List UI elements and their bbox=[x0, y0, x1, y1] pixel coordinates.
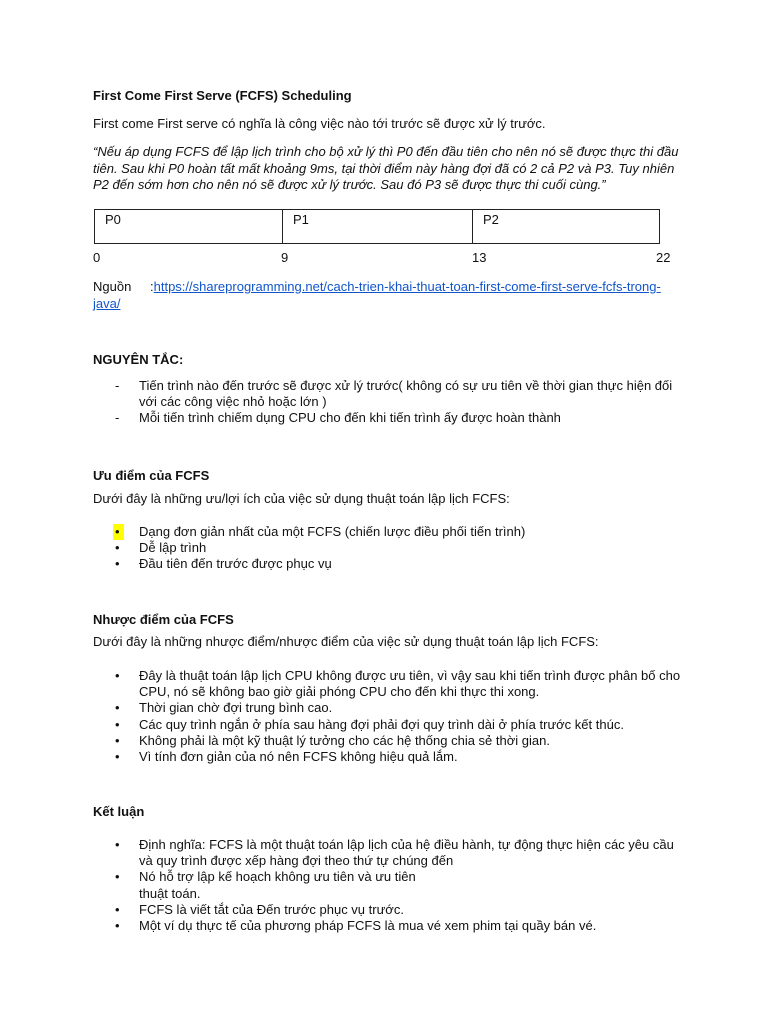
quote-line: “Nếu áp dụng FCFS để lập lịch trình cho bộ xử lý thì P0 đến đầu tiên cho nên nó sẽ được thực thi đầu bbox=[93, 144, 679, 159]
gantt-tick: 9 bbox=[281, 250, 289, 265]
list-item-line: Đây là thuật toán lập lịch CPU không được ưu tiên, vì vậy sau khi tiến trình được phân bố cho bbox=[139, 668, 681, 683]
list-item bbox=[93, 556, 693, 572]
list-item-line: Dạng đơn giản nhất của một FCFS (chiến lược điều phối tiến trình) bbox=[139, 524, 526, 539]
list-item bbox=[93, 524, 693, 540]
list-item-line: và quy trình được xếp hàng đợi theo thứ tự chúng đến bbox=[139, 853, 454, 869]
list-item-line: Đầu tiên đến trước được phục vụ bbox=[139, 556, 332, 572]
list-item-line: Một ví dụ thực tế của phương pháp FCFS là mua vé xem phim tại quầy bán vé. bbox=[139, 918, 597, 934]
disadvantages-list bbox=[93, 668, 703, 765]
quote-paragraph bbox=[93, 144, 693, 194]
source-line bbox=[93, 279, 693, 312]
principles-heading: NGUYÊN TẮC: bbox=[93, 352, 184, 367]
list-item-line: Các quy trình ngắn ở phía sau hàng đợi phải đợi quy trình dài ở phía trước kết thúc. bbox=[139, 716, 624, 732]
dash-marker: - bbox=[115, 410, 120, 426]
list-item bbox=[93, 717, 703, 733]
gantt-block-p2 bbox=[472, 209, 660, 244]
list-item-line: Nó hỗ trợ lập kế hoạch không ưu tiên và ưu tiên bbox=[139, 869, 416, 885]
gantt-tick: 13 bbox=[472, 250, 487, 265]
dash-marker: - bbox=[115, 378, 120, 393]
quote-line: tiên. Sau khi P0 hoàn tất mất khoảng 9ms, tại thời điểm này hàng đợi đã có 2 cả P2 và P3. Tuy nhiên bbox=[93, 160, 675, 176]
principles-list bbox=[93, 378, 693, 427]
bullet-marker: • bbox=[115, 700, 120, 716]
intro-paragraph: First come First serve có nghĩa là công việc nào tới trước sẽ được xử lý trước. bbox=[93, 116, 546, 131]
list-item-line: FCFS là viết tắt của Đến trước phục vụ trước. bbox=[139, 901, 404, 917]
advantages-heading: Ưu điểm của FCFS bbox=[93, 468, 210, 483]
advantages-list bbox=[93, 524, 693, 573]
bullet-marker: • bbox=[113, 524, 124, 540]
source-link[interactable]: https://shareprogramming.net/cach-trien-khai-thuat-toan-first-come-first-serve-fcfs-trong- bbox=[153, 279, 661, 294]
gantt-label: P2 bbox=[483, 212, 499, 227]
gantt-tick: 22 bbox=[656, 250, 671, 265]
gantt-label: P0 bbox=[105, 212, 121, 227]
bullet-marker: • bbox=[115, 668, 120, 683]
list-item bbox=[93, 886, 703, 902]
list-item bbox=[93, 410, 693, 426]
document-title: First Come First Serve (FCFS) Scheduling bbox=[93, 88, 352, 103]
list-item bbox=[93, 378, 693, 410]
bullet-marker: • bbox=[115, 556, 120, 572]
list-item bbox=[93, 668, 703, 700]
advantages-intro: Dưới đây là những ưu/lợi ích của việc sử dụng thuật toán lập lịch FCFS: bbox=[93, 491, 510, 506]
list-item bbox=[93, 700, 703, 716]
list-item-line: Định nghĩa: FCFS là một thuật toán lập lịch của hệ điều hành, tự động thực hiện các yêu cầu bbox=[139, 837, 674, 852]
bullet-marker: • bbox=[115, 869, 120, 885]
list-item bbox=[93, 869, 703, 885]
bullet-marker: • bbox=[115, 749, 120, 765]
bullet-marker: • bbox=[115, 716, 120, 732]
list-item bbox=[93, 749, 703, 765]
gantt-block-p1 bbox=[282, 209, 472, 244]
list-item bbox=[93, 540, 693, 556]
list-item-line: thuật toán. bbox=[139, 885, 201, 901]
list-item bbox=[93, 733, 703, 749]
disadvantages-intro: Dưới đây là những nhược điểm/nhược điểm của việc sử dụng thuật toán lập lịch FCFS: bbox=[93, 634, 599, 649]
bullet-marker: • bbox=[115, 918, 120, 934]
bullet-marker: • bbox=[115, 901, 120, 917]
gantt-tick: 0 bbox=[93, 250, 101, 265]
source-colon: : bbox=[150, 279, 154, 294]
source-label: Nguồn bbox=[93, 279, 132, 294]
bullet-marker: • bbox=[115, 837, 120, 852]
gantt-label: P1 bbox=[293, 212, 309, 227]
list-item bbox=[93, 837, 703, 869]
list-item-line: Dễ lập trình bbox=[139, 540, 207, 556]
bullet-marker: • bbox=[115, 540, 120, 556]
list-item-line: CPU, nó sẽ không bao giờ giải phóng CPU cho đến khi thực thi xong. bbox=[139, 684, 540, 700]
quote-line: P2 đến sớm hơn cho nên nó sẽ được xử lý trước. Sau đó P3 sẽ được thực thi cuối cùng.” bbox=[93, 177, 606, 192]
conclusion-heading: Kết luận bbox=[93, 804, 145, 819]
conclusion-list bbox=[93, 837, 703, 934]
bullet-marker: • bbox=[115, 732, 120, 748]
list-item bbox=[93, 902, 703, 918]
list-item-line: Tiến trình nào đến trước sẽ được xử lý trước( không có sự ưu tiên về thời gian thực hiện đối bbox=[139, 378, 673, 393]
list-item-line: Mỗi tiến trình chiếm dụng CPU cho đến khi tiến trình ấy được hoàn thành bbox=[139, 410, 561, 426]
disadvantages-heading: Nhược điểm của FCFS bbox=[93, 612, 234, 627]
list-item bbox=[93, 918, 703, 934]
list-item-line: Thời gian chờ đợi trung bình cao. bbox=[139, 700, 333, 716]
list-item-line: Không phải là một kỹ thuật lý tưởng cho các hệ thống chia sẻ thời gian. bbox=[139, 732, 550, 748]
source-link-cont[interactable]: java/ bbox=[93, 295, 121, 311]
gantt-block-p0 bbox=[94, 209, 282, 244]
gantt-chart bbox=[94, 209, 660, 244]
list-item-line: Vì tính đơn giản của nó nên FCFS không hiệu quả lắm. bbox=[139, 749, 458, 765]
list-item-line: với các công việc nhỏ hoặc lớn ) bbox=[139, 394, 327, 410]
